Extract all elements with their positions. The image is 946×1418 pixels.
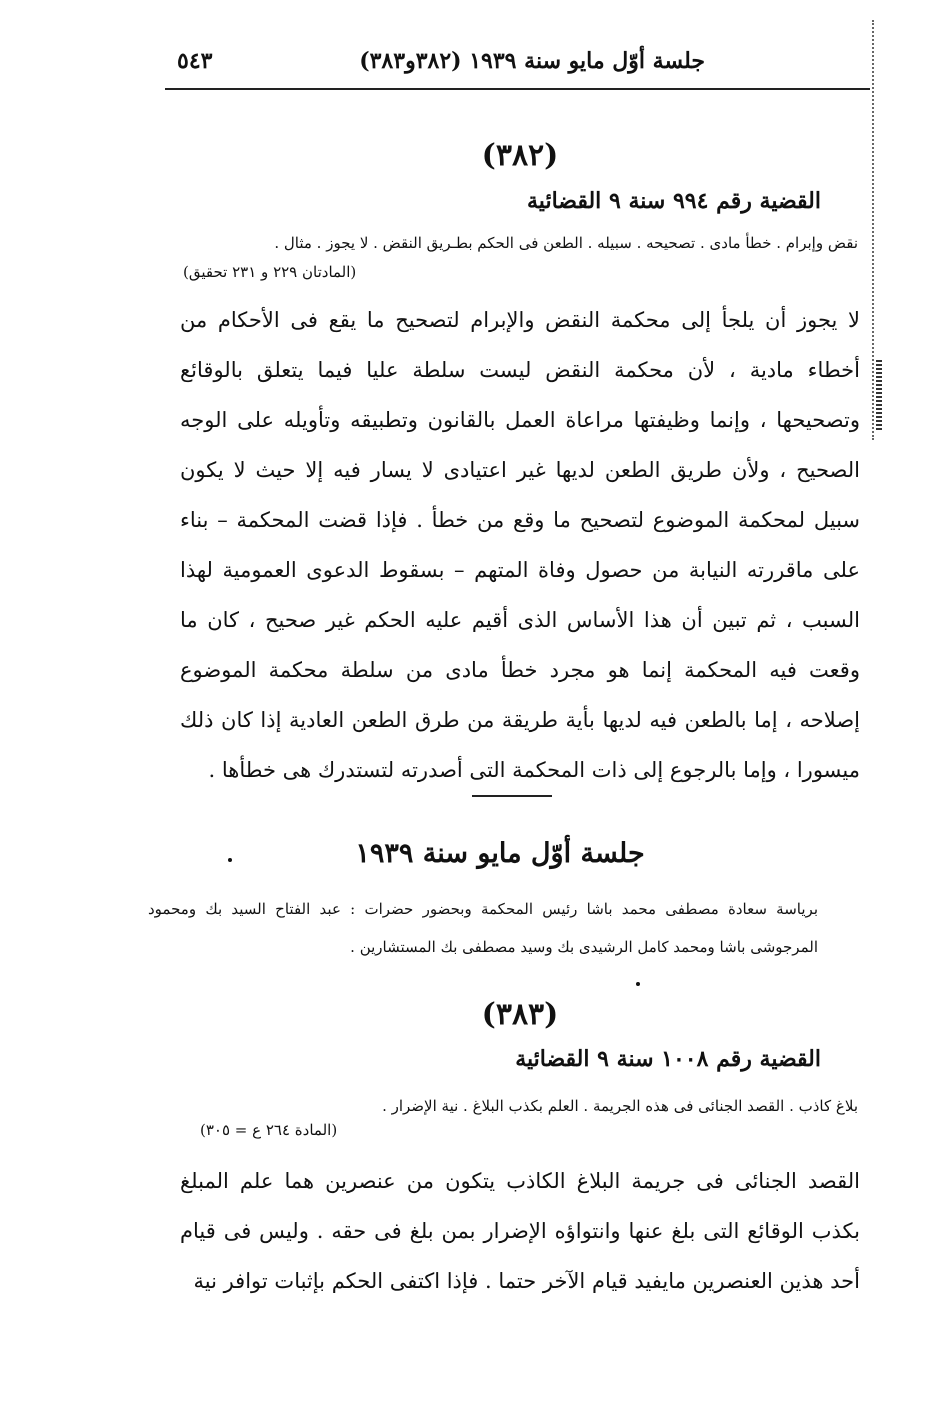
- section-separator: [472, 795, 552, 797]
- margin-mark-dense: [876, 360, 882, 430]
- session-title: جلسة أوّل مايو سنة ١٩٣٩: [355, 838, 645, 869]
- stray-dot: [228, 858, 232, 862]
- case-statute-383: (المادة ٢٦٤ ع = ٣٠٥): [200, 1121, 338, 1139]
- case-body-383: القصد الجنائى فى جريمة البلاغ الكاذب يتكون من عنصرين هما علم المبلغ بكذب الوقائع التى بلغ عنها وانتواؤه الإضرار بمن بلغ فى حقه . وليس فى قيام أحد هذين العنصرين مايفيد قيام الآخر حتما . فإذا اكتفى الحكم بإثبات توافر نية: [180, 1169, 860, 1293]
- case-number-382: (٣٨٢): [481, 138, 559, 173]
- header-rule: [165, 88, 870, 90]
- case-keywords-382: نقض وإبرام . خطأ مادى . تصحيحه . سبيله . الطعن فى الحكم بطـريق النقض . لا يجوز . مثال .: [274, 234, 858, 252]
- case-keywords-383: بلاغ كاذب . القصد الجنائى فى هذه الجريمة . العلم بكذب البلاغ . نية الإضرار .: [382, 1097, 858, 1115]
- margin-marks: [872, 20, 884, 440]
- case-number-383: (٣٨٣): [481, 997, 559, 1032]
- case-title-383: القضية رقم ١٠٠٨ سنة ٩ القضائية: [515, 1046, 821, 1072]
- running-header: [175, 42, 865, 82]
- case-statute-382: (المادتان ٢٢٩ و ٢٣١ تحقيق): [183, 263, 357, 281]
- case-body-382: لا يجوز أن يلجأ إلى محكمة النقض والإبرام لتصحيح ما يقع فى الأحكام من أخطاء مادية ، لأن محكمة النقض ليست سلطة عليا فيما يتعلق بالوقائع وتصحيحها ، وإنما وظيفتها مراعاة العمل بالقانون وتطبيقه وتأويله على الوجه الصحيح ، ولأن طريق الطعن لديها غير اعتيادى لا يسار فيه إلا حيث لا يكون سبيل لمحكمة الموضوع لتصحيح ما وقع من خطأ . فإذا قضت المحكمة – بناء على ماقررته النيابة من حصول وفاة المتهم – بسقوط الدعوى العمومية لهذا السبب ، ثم تبين أن هذا الأساس الذى أقيم عليه الحكم غير صحيح ، كان ما وقعت فيه المحكمة إنما هو مجرد خطأ مادى من سلطة محكمة الموضوع إصلاحه ، إما بالطعن فيه لديها بأية طريقة من طرق الطعن العادية إذا كان ذلك ميسورا ، وإما بالرجوع إلى ذات المحكمة التى أصدرته لتستدرك هى خطأها .: [180, 308, 860, 782]
- case-title-382: القضية رقم ٩٩٤ سنة ٩ القضائية: [527, 188, 821, 214]
- session-attendance: برياسة سعادة مصطفى محمد باشا رئيس المحكمة وبحضور حضرات : عبد الفتاح السيد بك ومحمود المرجوشى باشا ومحمد كامل الرشيدى بك وسيد مصطفى بك المستشارين .: [148, 900, 818, 956]
- stray-dot: [636, 982, 640, 986]
- running-title: جلسة أوّل مايو سنة ١٩٣٩ (٣٨٢و٣٨٣): [359, 48, 705, 74]
- page-number: ٥٤٣: [177, 48, 213, 74]
